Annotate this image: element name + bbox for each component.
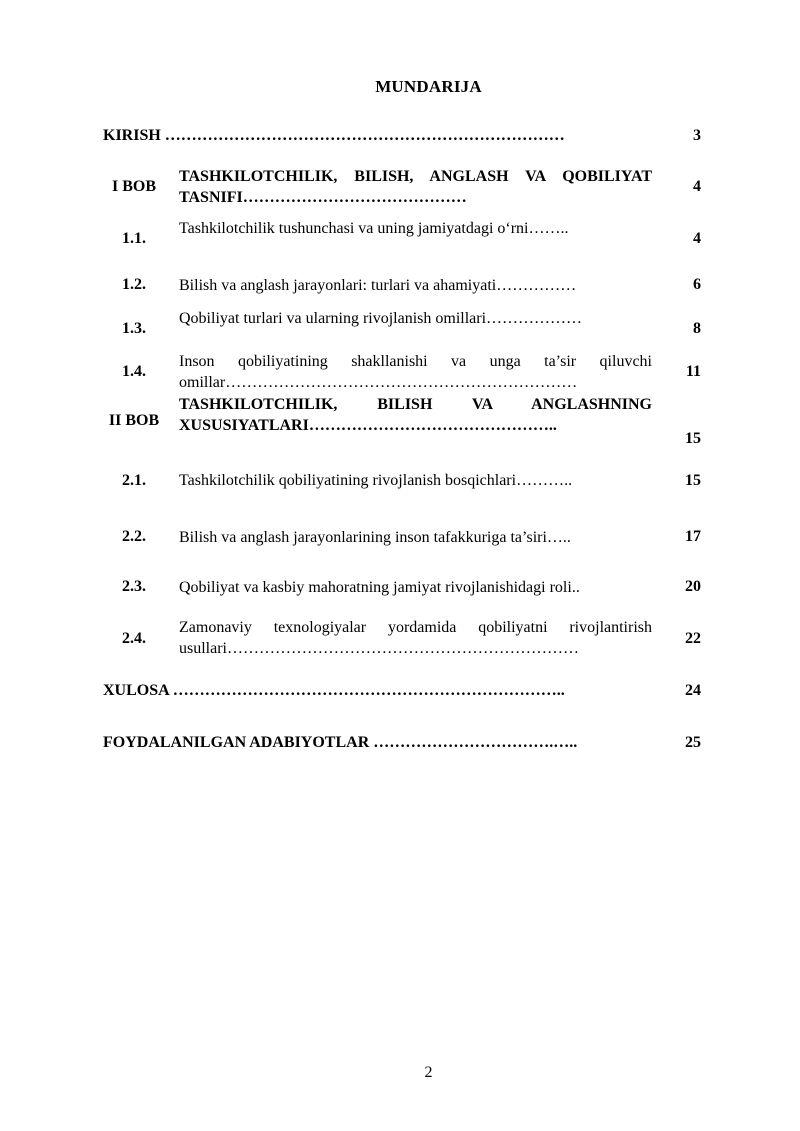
toc-entry-text: XULOSA ……………………………………………………………….. (103, 682, 565, 699)
toc-entry-conclusion (103, 679, 701, 703)
toc-page-number: 4 (693, 230, 701, 247)
toc-section-number: 1.2. (122, 276, 146, 293)
toc-chapter-number: II BOB (108, 412, 160, 429)
toc-section-number: 1.3. (122, 320, 146, 337)
toc-page-number: 8 (693, 320, 701, 337)
toc-page-number: 15 (685, 472, 701, 489)
toc-section-number: 2.2. (122, 528, 146, 545)
toc-page-number: 11 (685, 363, 701, 380)
toc-entry-text: Bilish va anglash jarayonlarining inson tafakkuriga ta’siri….. (179, 529, 571, 546)
toc-page-number: 15 (685, 430, 701, 447)
toc-entry-text: Qobiliyat va kasbiy mahoratning jamiyat rivojlanishidagi roli.. (179, 579, 580, 596)
toc-section-number: 2.4. (122, 630, 146, 647)
toc-page-number: 6 (693, 276, 701, 293)
toc-page-number: 4 (693, 178, 701, 195)
toc-entry-text: Tashkilotchilik tushunchasi va uning jamiyatdagi o‘rni…….. (179, 220, 569, 237)
toc-page-number: 25 (685, 734, 701, 751)
toc-entry-text: Inson qobiliyatining shakllanishi va unga ta’sir qiluvchi omillar………………………………………………………… (179, 353, 652, 391)
toc-page-number: 17 (685, 528, 701, 545)
toc-entry-text: Tashkilotchilik qobiliyatining rivojlanish bosqichlari……….. (179, 472, 573, 489)
toc-section-number: 2.1. (122, 472, 146, 489)
toc-entry-text: TASHKILOTCHILIK, BILISH, ANGLASH VA QOBILIYAT TASNIFI…………………………………… (179, 168, 652, 206)
toc-entry-text: Zamonaviy texnologiyalar yordamida qobiliyatni rivojlantirish usullari………………………………………………………… (179, 619, 652, 657)
toc-section-number: 1.4. (122, 363, 146, 380)
toc-chapter-number: I BOB (111, 178, 156, 195)
toc-entry-text: KIRISH ………………………………………………………………… (103, 127, 565, 144)
toc-entry-text: Bilish va anglash jarayonlari: turlari va ahamiyati…………… (179, 277, 577, 294)
toc-page-number: 22 (685, 630, 701, 647)
page-number: 2 (424, 1064, 433, 1081)
toc-page-number: 24 (685, 682, 701, 699)
toc-entry-text: TASHKILOTCHILIK, BILISH VA ANGLASHNING XUSUSIYATLARI……………………………………….. (179, 396, 652, 434)
toc-entry-text: FOYDALANILGAN ADABIYOTLAR …………………………….….. (103, 734, 578, 751)
toc-entry-intro (103, 124, 701, 148)
document-title: MUNDARIJA (375, 77, 482, 96)
toc-page-number: 3 (693, 127, 701, 144)
toc-section-number: 1.1. (122, 230, 146, 247)
toc-page-number: 20 (685, 578, 701, 595)
toc-entry-references (103, 731, 701, 755)
toc-entry-text: Qobiliyat turlari va ularning rivojlanish omillari……………… (179, 310, 583, 327)
toc-section-number: 2.3. (122, 578, 146, 595)
